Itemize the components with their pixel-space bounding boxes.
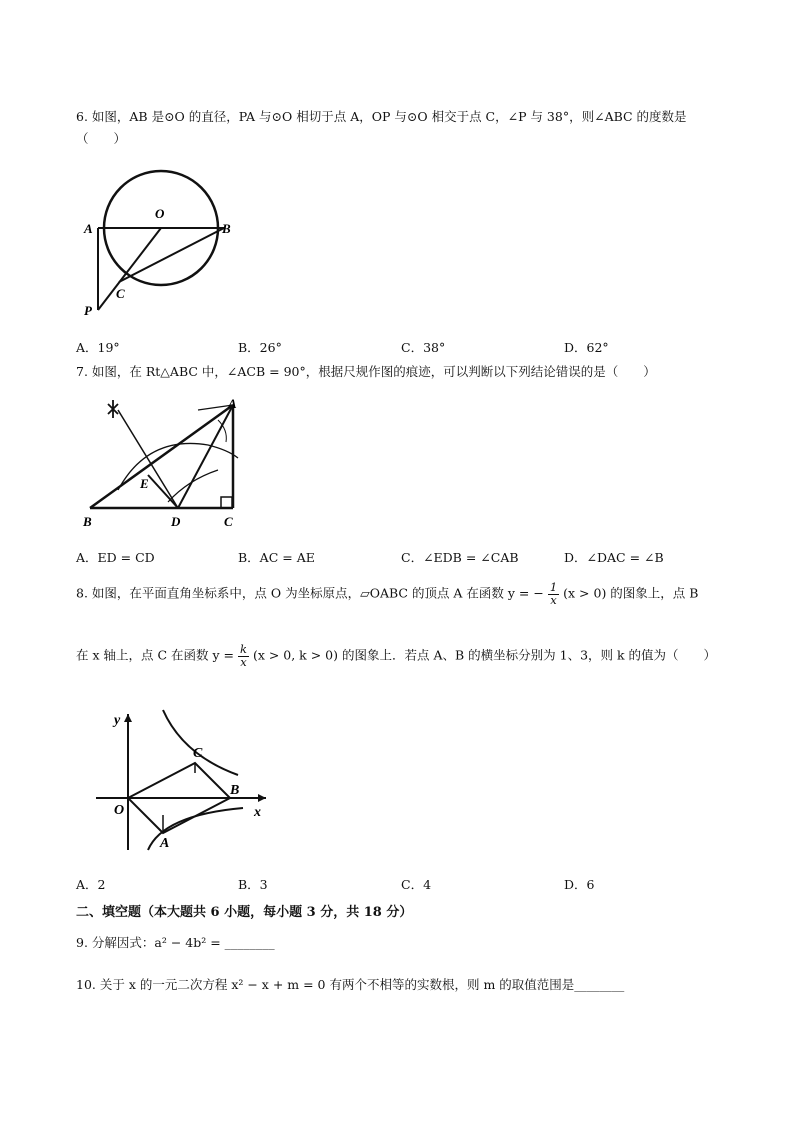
- q6-label-p: P: [84, 303, 92, 318]
- q8-label-c: C: [193, 746, 203, 761]
- q8-coordinate-figure: [88, 700, 278, 860]
- q8-option-b: B．3: [238, 877, 268, 892]
- q8-text-a: 8. 如图，在平面直角坐标系中，点 O 为坐标原点，▱OABC 的顶点 A 在函数 y = −: [76, 585, 544, 601]
- q7-option-a: A．ED = CD: [76, 550, 155, 565]
- q6-label-c: C: [116, 286, 125, 301]
- q8-label-o: O: [114, 803, 125, 818]
- q6-option-c: C．38°: [401, 340, 446, 355]
- q6-option-b: B．26°: [238, 340, 282, 355]
- question-8-line-1: [76, 582, 698, 606]
- q7-triangle-figure: [78, 390, 248, 535]
- q6-option-a: A．19°: [76, 340, 120, 355]
- question-7-text: 7. 如图，在 Rt△ABC 中，∠ACB = 90°，根据尺规作图的痕迹，可以判断以下列结论错误的是（ ）: [76, 364, 656, 379]
- question-6-paren: （ ）: [76, 131, 127, 146]
- q8-option-d: D．6: [564, 877, 595, 892]
- q8-text-d: (x > 0, k > 0) 的图象上．若点 A、B 的横坐标分别为 1、3，则 k 的值为（ ）: [252, 647, 717, 663]
- q8-option-a: A．2: [76, 877, 106, 892]
- q6-option-d: D．62°: [564, 340, 609, 355]
- question-8-line-2: [76, 644, 716, 668]
- q6-label-b: B: [222, 221, 231, 236]
- q6-circle-figure: [78, 155, 248, 325]
- q8-frac1-num: 1: [549, 580, 558, 594]
- section-2-heading: 二、填空题（本大题共 6 小题，每小题 3 分，共 18 分）: [76, 905, 413, 920]
- q7-label-c: C: [224, 514, 233, 529]
- question-10-text: 10. 关于 x 的一元二次方程 x² − x + m = 0 有两个不相等的实数根，则 m 的取值范围是________: [76, 977, 625, 992]
- q7-label-a: A: [228, 396, 237, 411]
- q7-option-c: C．∠EDB = ∠CAB: [401, 550, 519, 565]
- q8-label-a: A: [160, 836, 170, 851]
- q7-label-d: D: [171, 514, 181, 529]
- q8-label-x: x: [254, 805, 261, 820]
- q8-frac1-den: x: [550, 592, 557, 607]
- q7-label-e: E: [140, 476, 149, 491]
- q8-label-b: B: [230, 783, 240, 798]
- q8-fraction-2: [238, 644, 249, 668]
- q7-option-b: B．AC = AE: [238, 550, 315, 565]
- q8-text-c: 在 x 轴上，点 C 在函数 y =: [76, 647, 234, 663]
- q6-label-o: O: [155, 206, 165, 221]
- q7-label-b: B: [83, 514, 92, 529]
- q6-label-a: A: [84, 221, 93, 236]
- q8-text-b: (x > 0) 的图象上，点 B: [563, 585, 699, 601]
- q8-frac2-num: k: [239, 642, 247, 656]
- q8-fraction-1: [548, 582, 559, 606]
- q8-label-y: y: [114, 713, 121, 728]
- question-9-text: 9. 分解因式：a² − 4b² = ________: [76, 935, 275, 950]
- q8-option-c: C．4: [401, 877, 432, 892]
- q7-option-d: D．∠DAC = ∠B: [564, 550, 664, 565]
- question-6-text: 6. 如图，AB 是⊙O 的直径，PA 与⊙O 相切于点 A，OP 与⊙O 相交于点 C，∠P 与 38°，则∠ABC 的度数是: [76, 109, 687, 124]
- q8-frac2-den: x: [240, 654, 247, 669]
